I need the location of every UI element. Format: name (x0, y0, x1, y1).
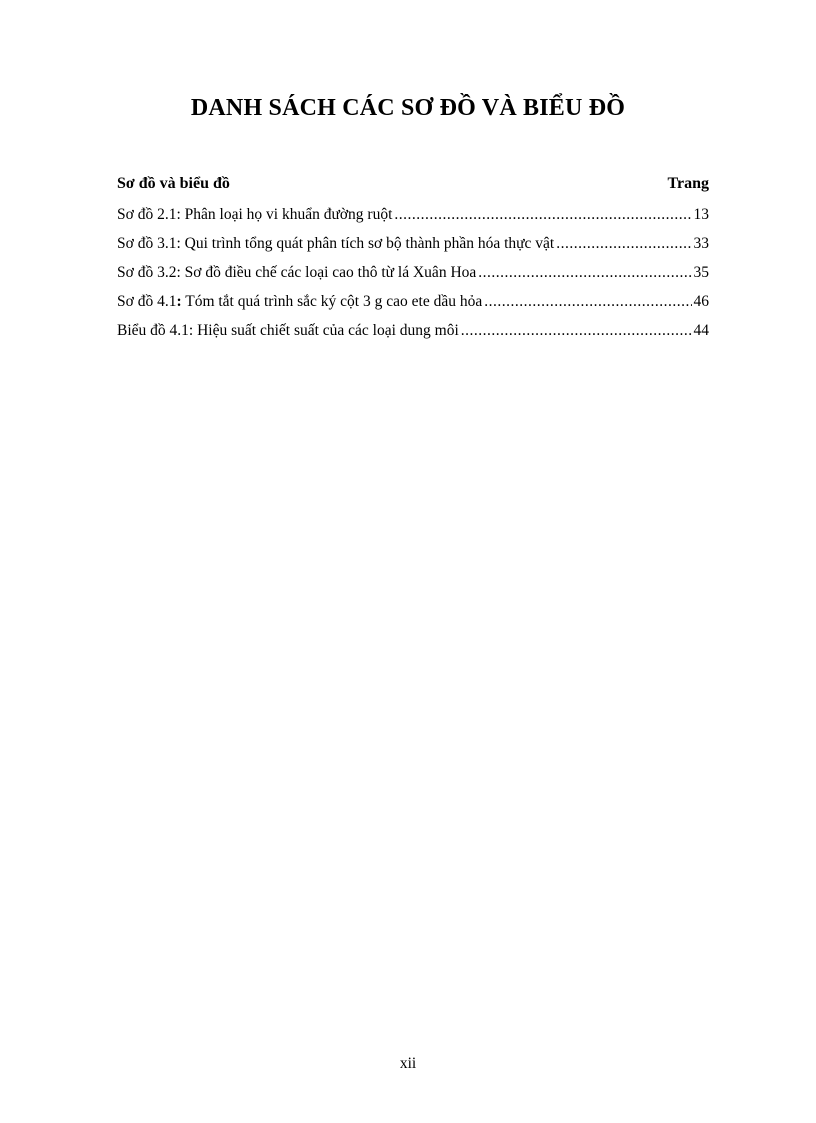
toc-entry[interactable] (117, 204, 709, 226)
dot-leader (556, 233, 691, 255)
toc-entry-separator: : (188, 322, 194, 339)
toc-entry-text (117, 291, 482, 313)
toc-header-left: Sơ đồ và biểu đồ (117, 175, 230, 192)
toc-entry-page: 35 (693, 264, 709, 281)
page-title: DANH SÁCH CÁC SƠ ĐỒ VÀ BIỂU ĐỒ (190, 95, 626, 121)
toc-entry-page: 46 (693, 293, 709, 310)
dot-leader (484, 291, 691, 313)
toc-entry-title: Qui trình tổng quát phân tích sơ bộ thành phần hóa thực vật (180, 235, 555, 252)
toc-entry[interactable] (117, 320, 709, 342)
toc-header-right: Trang (667, 175, 709, 192)
toc-header (117, 173, 709, 195)
toc-entry-separator: : (176, 293, 182, 310)
toc-entry-separator: : (176, 264, 181, 281)
toc-entry[interactable] (117, 233, 709, 255)
toc-entry-text (117, 262, 476, 284)
toc-entry-page: 44 (693, 322, 709, 339)
toc-entry-label: Sơ đồ 3.2 (117, 264, 177, 281)
toc-entry-title: Sơ đồ điều chế các loại cao thô từ lá Xuân Hoa (180, 264, 477, 281)
toc-entry[interactable] (117, 262, 709, 284)
table-of-contents (117, 173, 709, 342)
dot-leader (394, 204, 691, 226)
page-number: xii (399, 1055, 417, 1072)
toc-entry-label: Sơ đồ 2.1 (117, 206, 177, 223)
toc-entry-text (117, 204, 392, 226)
toc-entry-title: Hiệu suất chiết suất của các loại dung môi (193, 322, 459, 339)
toc-entry[interactable] (117, 291, 709, 313)
toc-entry-label: Sơ đồ 3.1 (117, 235, 177, 252)
toc-entry-text (117, 233, 554, 255)
toc-entry-text (117, 320, 459, 342)
dot-leader (461, 320, 692, 342)
toc-entry-title: Phân loại họ vi khuẩn đường ruột (180, 206, 393, 223)
toc-entry-title: Tóm tắt quá trình sắc ký cột 3 g cao ete dầu hỏa (181, 293, 483, 310)
dot-leader (478, 262, 691, 284)
toc-entry-page: 33 (693, 235, 709, 252)
toc-entry-label: Biểu đồ 4.1 (117, 322, 189, 339)
toc-entry-separator: : (176, 206, 181, 223)
toc-entry-label: Sơ đồ 4.1 (117, 293, 177, 310)
toc-entry-separator: : (176, 235, 181, 252)
toc-entry-page: 13 (693, 206, 709, 223)
